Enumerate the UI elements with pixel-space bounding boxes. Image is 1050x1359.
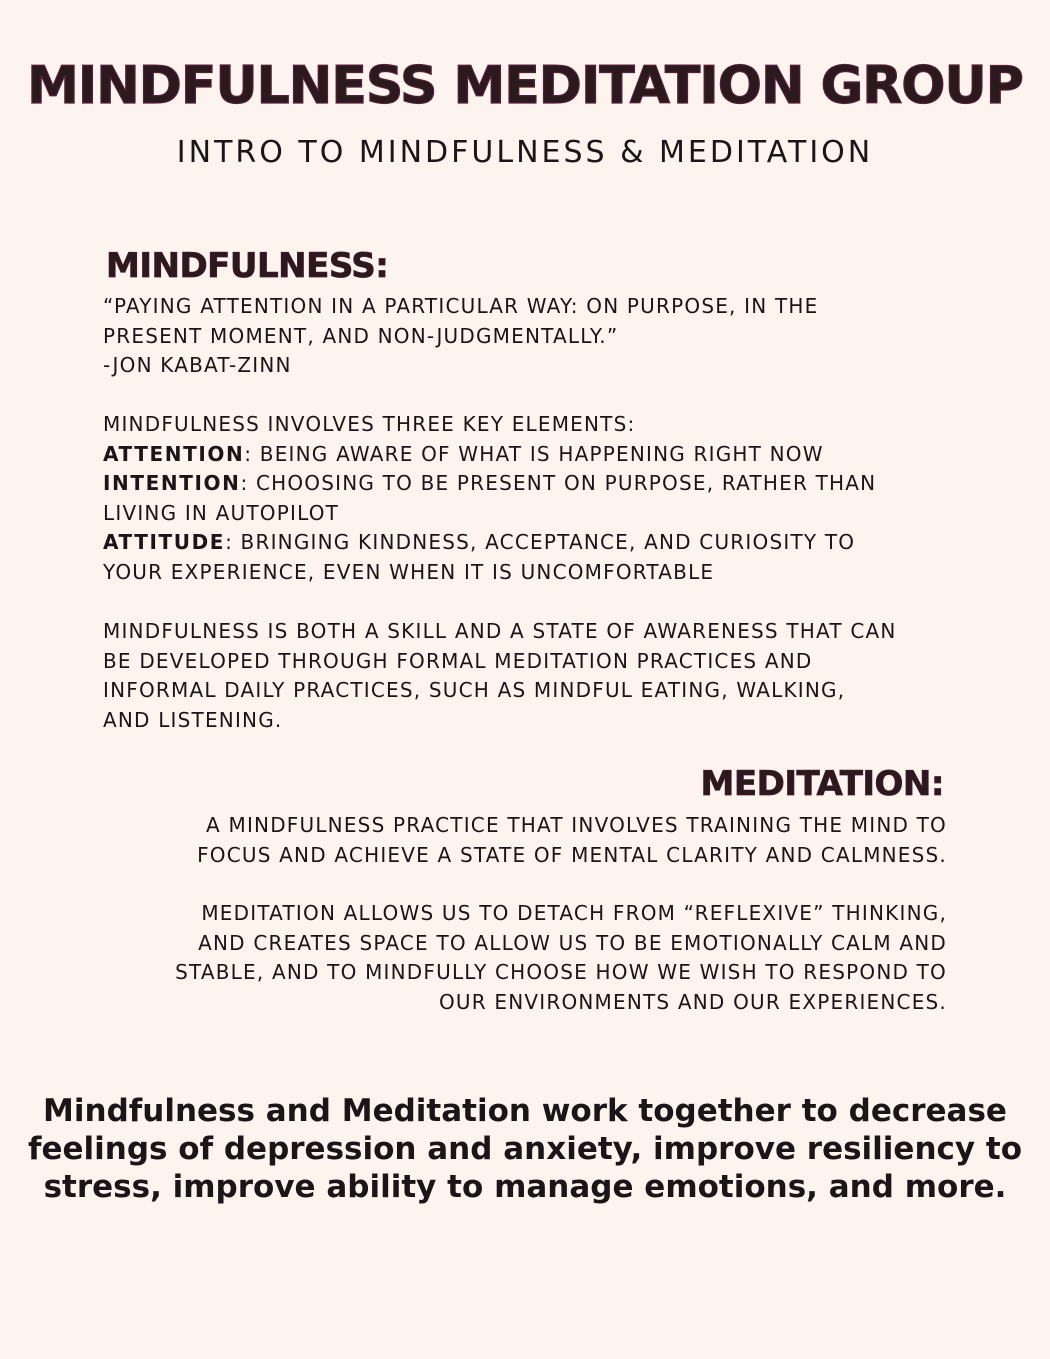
meditation-benefits-paragraph [87,899,947,1017]
element-term: ATTITUDE [103,530,226,555]
quote-attribution: -JON KABAT-ZINN [103,353,292,378]
paragraph-line: MEDITATION ALLOWS US TO DETACH FROM “REFLEXIVE” THINKING, [201,901,947,925]
paragraph-line: INFORMAL DAILY PRACTICES, SUCH AS MINDFUL EATING, WALKING, [103,678,846,703]
paragraph-line: A MINDFULNESS PRACTICE THAT INVOLVES TRAINING THE MIND TO [206,813,947,837]
paragraph-line: MINDFULNESS IS BOTH A SKILL AND A STATE OF AWARENESS THAT CAN [103,619,897,643]
element-term: INTENTION [103,471,241,496]
element-intention [103,469,933,499]
element-attitude [103,528,933,558]
element-term: ATTENTION [103,441,245,466]
meditation-definition [107,811,947,870]
element-attention [103,440,933,470]
paragraph-line: FOCUS AND ACHIEVE A STATE OF MENTAL CLARITY AND CALMNESS. [197,842,947,867]
key-elements-intro: MINDFULNESS INVOLVES THREE KEY ELEMENTS: [103,412,636,436]
key-elements-list [103,410,933,588]
element-description: : BEING AWARE OF WHAT IS HAPPENING RIGHT NOW [244,441,824,466]
paragraph-line: OUR ENVIRONMENTS AND OUR EXPERIENCES. [438,989,947,1014]
closing-line: feelings of depression and anxiety, improve resiliency to [27,1131,1023,1167]
meditation-heading: MEDITATION: [700,764,944,804]
paragraph-line: BE DEVELOPED THROUGH FORMAL MEDITATION PRACTICES AND [103,648,813,673]
mindfulness-heading: MINDFULNESS: [106,246,389,286]
element-description: : CHOOSING TO BE PRESENT ON PURPOSE, RATHER THAN [240,471,877,496]
element-description-continued: YOUR EXPERIENCE, EVEN WHEN IT IS UNCOMFORTABLE [103,559,715,584]
mindfulness-quote [103,292,923,381]
element-description-continued: LIVING IN AUTOPILOT [103,500,340,525]
page-title: MINDFULNESS MEDITATION GROUP [27,56,1023,116]
paragraph-line: STABLE, AND TO MINDFULLY CHOOSE HOW WE WISH TO RESPOND TO [175,960,947,985]
quote-line: PRESENT MOMENT, AND NON-JUDGMENTALLY.” [103,323,619,348]
element-description: : BRINGING KINDNESS, ACCEPTANCE, AND CURIOSITY TO [225,530,856,555]
page-subtitle: INTRO TO MINDFULNESS & MEDITATION [176,135,874,170]
closing-line: stress, improve ability to manage emotions, and more. [43,1169,1007,1205]
paragraph-line: AND CREATES SPACE TO ALLOW US TO BE EMOTIONALLY CALM AND [198,930,947,955]
quote-line: “PAYING ATTENTION IN A PARTICULAR WAY: ON PURPOSE, IN THE [103,294,819,318]
mindfulness-skill-paragraph [103,617,943,735]
paragraph-line: AND LISTENING. [103,707,283,732]
closing-line: Mindfulness and Meditation work together to decrease [43,1093,1007,1129]
closing-statement [0,1092,1050,1206]
